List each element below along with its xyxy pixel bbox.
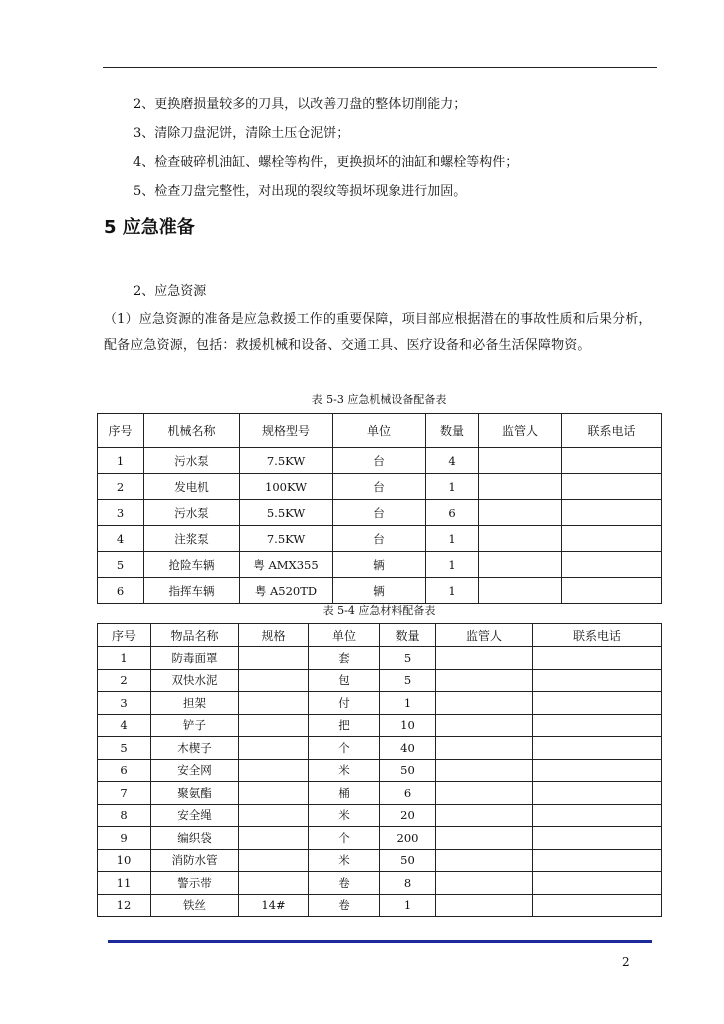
table-cell <box>436 759 533 782</box>
table-row <box>98 849 662 872</box>
table-cell <box>436 737 533 760</box>
column-header: 联系电话 <box>533 624 662 647</box>
table-cell: 3 <box>98 500 144 526</box>
table-cell: 粤 A520TD <box>240 578 333 604</box>
table-cell <box>239 714 309 737</box>
table-row <box>98 526 662 552</box>
table-cell: 8 <box>98 804 151 827</box>
table-cell: 台 <box>333 474 426 500</box>
table-cell <box>533 827 662 850</box>
table-cell: 1 <box>380 692 436 715</box>
table-cell: 6 <box>426 500 479 526</box>
table-cell: 套 <box>309 647 380 670</box>
column-header: 监管人 <box>479 414 562 448</box>
table-cell <box>562 500 662 526</box>
table-cell <box>436 647 533 670</box>
table-cell <box>436 872 533 895</box>
table-cell <box>533 714 662 737</box>
list-item: 2、更换磨损量较多的刀具，以改善刀盘的整体切削能力； <box>133 97 467 112</box>
table-cell: 警示带 <box>151 872 239 895</box>
table-cell: 5 <box>380 647 436 670</box>
header-rule <box>103 67 657 68</box>
table-cell: 200 <box>380 827 436 850</box>
table-cell <box>562 578 662 604</box>
table-cell <box>436 849 533 872</box>
table-cell: 个 <box>309 737 380 760</box>
table-cell: 辆 <box>333 578 426 604</box>
column-header: 单位 <box>333 414 426 448</box>
table-cell: 编织袋 <box>151 827 239 850</box>
table-cell: 1 <box>426 526 479 552</box>
table-cell <box>479 474 562 500</box>
table-cell <box>239 737 309 760</box>
table-row <box>98 737 662 760</box>
table-cell <box>562 552 662 578</box>
table-cell <box>533 759 662 782</box>
table-row <box>98 692 662 715</box>
table-cell: 个 <box>309 827 380 850</box>
table-cell: 14# <box>239 894 309 917</box>
table-body <box>98 647 662 917</box>
column-header: 物品名称 <box>151 624 239 647</box>
table-cell: 50 <box>380 849 436 872</box>
column-header: 规格 <box>239 624 309 647</box>
table-cell <box>239 804 309 827</box>
table-cell: 7.5KW <box>240 448 333 474</box>
table-cell: 付 <box>309 692 380 715</box>
table-cell: 9 <box>98 827 151 850</box>
table-cell: 8 <box>380 872 436 895</box>
table-header-row <box>98 624 662 647</box>
table-cell: 4 <box>98 526 144 552</box>
table-cell: 1 <box>426 474 479 500</box>
table-header <box>98 414 662 448</box>
table-cell: 100KW <box>240 474 333 500</box>
table-cell <box>239 849 309 872</box>
table-cell: 50 <box>380 759 436 782</box>
table-cell: 5 <box>98 552 144 578</box>
table-cell: 米 <box>309 759 380 782</box>
table-cell <box>436 782 533 805</box>
table-cell: 聚氨酯 <box>151 782 239 805</box>
table-row <box>98 578 662 604</box>
table-cell: 台 <box>333 500 426 526</box>
table-cell: 10 <box>98 849 151 872</box>
column-header: 联系电话 <box>562 414 662 448</box>
column-header: 单位 <box>309 624 380 647</box>
table-cell: 1 <box>380 894 436 917</box>
column-header: 数量 <box>426 414 479 448</box>
table-cell: 3 <box>98 692 151 715</box>
table-cell <box>436 894 533 917</box>
table-body <box>98 448 662 604</box>
table-row <box>98 782 662 805</box>
table-cell: 米 <box>309 804 380 827</box>
table-cell <box>533 737 662 760</box>
table-cell <box>533 804 662 827</box>
table-cell: 11 <box>98 872 151 895</box>
table-cell: 污水泵 <box>144 448 240 474</box>
table-cell: 铁丝 <box>151 894 239 917</box>
column-header: 机械名称 <box>144 414 240 448</box>
table-cell: 5 <box>380 669 436 692</box>
table-cell: 10 <box>380 714 436 737</box>
table-cell: 7 <box>98 782 151 805</box>
table-cell: 1 <box>426 552 479 578</box>
equipment-table <box>97 413 662 604</box>
table-row <box>98 500 662 526</box>
list-item: 4、检查破碎机油缸、螺栓等构件，更换损坏的油缸和螺栓等构件； <box>133 155 519 170</box>
table-cell <box>436 692 533 715</box>
table-cell: 卷 <box>309 872 380 895</box>
table-cell <box>533 647 662 670</box>
table-cell: 抢险车辆 <box>144 552 240 578</box>
table-cell: 桶 <box>309 782 380 805</box>
table-cell: 4 <box>98 714 151 737</box>
table-cell: 2 <box>98 474 144 500</box>
table-cell: 木楔子 <box>151 737 239 760</box>
table2-caption: 表 5-4 应急材料配备表 <box>322 604 436 617</box>
table-row <box>98 448 662 474</box>
table-cell: 辆 <box>333 552 426 578</box>
table-cell <box>239 647 309 670</box>
table-cell: 安全网 <box>151 759 239 782</box>
table-header-row <box>98 414 662 448</box>
table-cell: 2 <box>98 669 151 692</box>
table-cell <box>436 669 533 692</box>
table-cell: 消防水管 <box>151 849 239 872</box>
table-cell <box>239 782 309 805</box>
column-header: 序号 <box>98 624 151 647</box>
column-header: 监管人 <box>436 624 533 647</box>
column-header: 序号 <box>98 414 144 448</box>
table-cell <box>562 448 662 474</box>
table-row <box>98 552 662 578</box>
table-cell: 担架 <box>151 692 239 715</box>
list-item: 5、检查刀盘完整性，对出现的裂纹等损坏现象进行加固。 <box>133 184 467 199</box>
table-cell: 4 <box>426 448 479 474</box>
section-heading: 5 应急准备 <box>104 217 195 238</box>
page-number: 2 <box>622 955 630 969</box>
table-cell <box>533 669 662 692</box>
table-cell: 指挥车辆 <box>144 578 240 604</box>
table-cell: 防毒面罩 <box>151 647 239 670</box>
table-cell: 1 <box>98 647 151 670</box>
table-row <box>98 474 662 500</box>
table-cell: 注浆泵 <box>144 526 240 552</box>
table-row <box>98 759 662 782</box>
table-row <box>98 827 662 850</box>
table-row <box>98 647 662 670</box>
footer-rule <box>108 940 652 943</box>
materials-table <box>97 623 662 917</box>
table-cell <box>533 849 662 872</box>
table-cell <box>562 526 662 552</box>
table-cell: 5 <box>98 737 151 760</box>
body-paragraph: （1）应急资源的准备是应急救援工作的重要保障，项目部应根据潜在的事故性质和后果分析，配备应急资源，包括：救援机械和设备、交通工具、医疗设备和必备生活保障物资。 <box>104 312 652 353</box>
table-cell: 双快水泥 <box>151 669 239 692</box>
table-cell <box>436 804 533 827</box>
table-cell <box>239 759 309 782</box>
table-cell: 6 <box>98 578 144 604</box>
table-cell <box>533 894 662 917</box>
table-cell: 粤 AMX355 <box>240 552 333 578</box>
table-row <box>98 804 662 827</box>
table-cell: 米 <box>309 849 380 872</box>
maintenance-list <box>133 90 693 206</box>
table-cell: 铲子 <box>151 714 239 737</box>
table-cell: 7.5KW <box>240 526 333 552</box>
table-cell <box>533 872 662 895</box>
table-row <box>98 894 662 917</box>
table-cell: 安全绳 <box>151 804 239 827</box>
table-cell <box>533 782 662 805</box>
table-cell <box>436 714 533 737</box>
column-header: 数量 <box>380 624 436 647</box>
table1-caption: 表 5-3 应急机械设备配备表 <box>311 393 447 406</box>
table-cell <box>533 692 662 715</box>
table-cell: 包 <box>309 669 380 692</box>
table-cell: 台 <box>333 526 426 552</box>
table-cell: 20 <box>380 804 436 827</box>
table-cell <box>436 827 533 850</box>
column-header: 规格型号 <box>240 414 333 448</box>
table-cell <box>479 552 562 578</box>
table-cell: 污水泵 <box>144 500 240 526</box>
table-cell: 12 <box>98 894 151 917</box>
table-cell <box>479 448 562 474</box>
table-cell <box>239 827 309 850</box>
table-row <box>98 872 662 895</box>
table-cell <box>479 526 562 552</box>
table-cell: 发电机 <box>144 474 240 500</box>
table-cell: 台 <box>333 448 426 474</box>
subheading: 2、应急资源 <box>133 284 207 299</box>
table-cell <box>239 692 309 715</box>
table-cell: 1 <box>98 448 144 474</box>
table-cell: 5.5KW <box>240 500 333 526</box>
table-cell: 1 <box>426 578 479 604</box>
table-cell <box>479 500 562 526</box>
table-cell: 把 <box>309 714 380 737</box>
table-header <box>98 624 662 647</box>
table-cell: 6 <box>380 782 436 805</box>
table-cell <box>562 474 662 500</box>
table-cell: 40 <box>380 737 436 760</box>
table-row <box>98 714 662 737</box>
table-row <box>98 669 662 692</box>
table-cell <box>479 578 562 604</box>
table-cell: 6 <box>98 759 151 782</box>
table-cell: 卷 <box>309 894 380 917</box>
table-cell <box>239 669 309 692</box>
table-cell <box>239 872 309 895</box>
list-item: 3、清除刀盘泥饼，清除土压仓泥饼； <box>133 126 350 141</box>
